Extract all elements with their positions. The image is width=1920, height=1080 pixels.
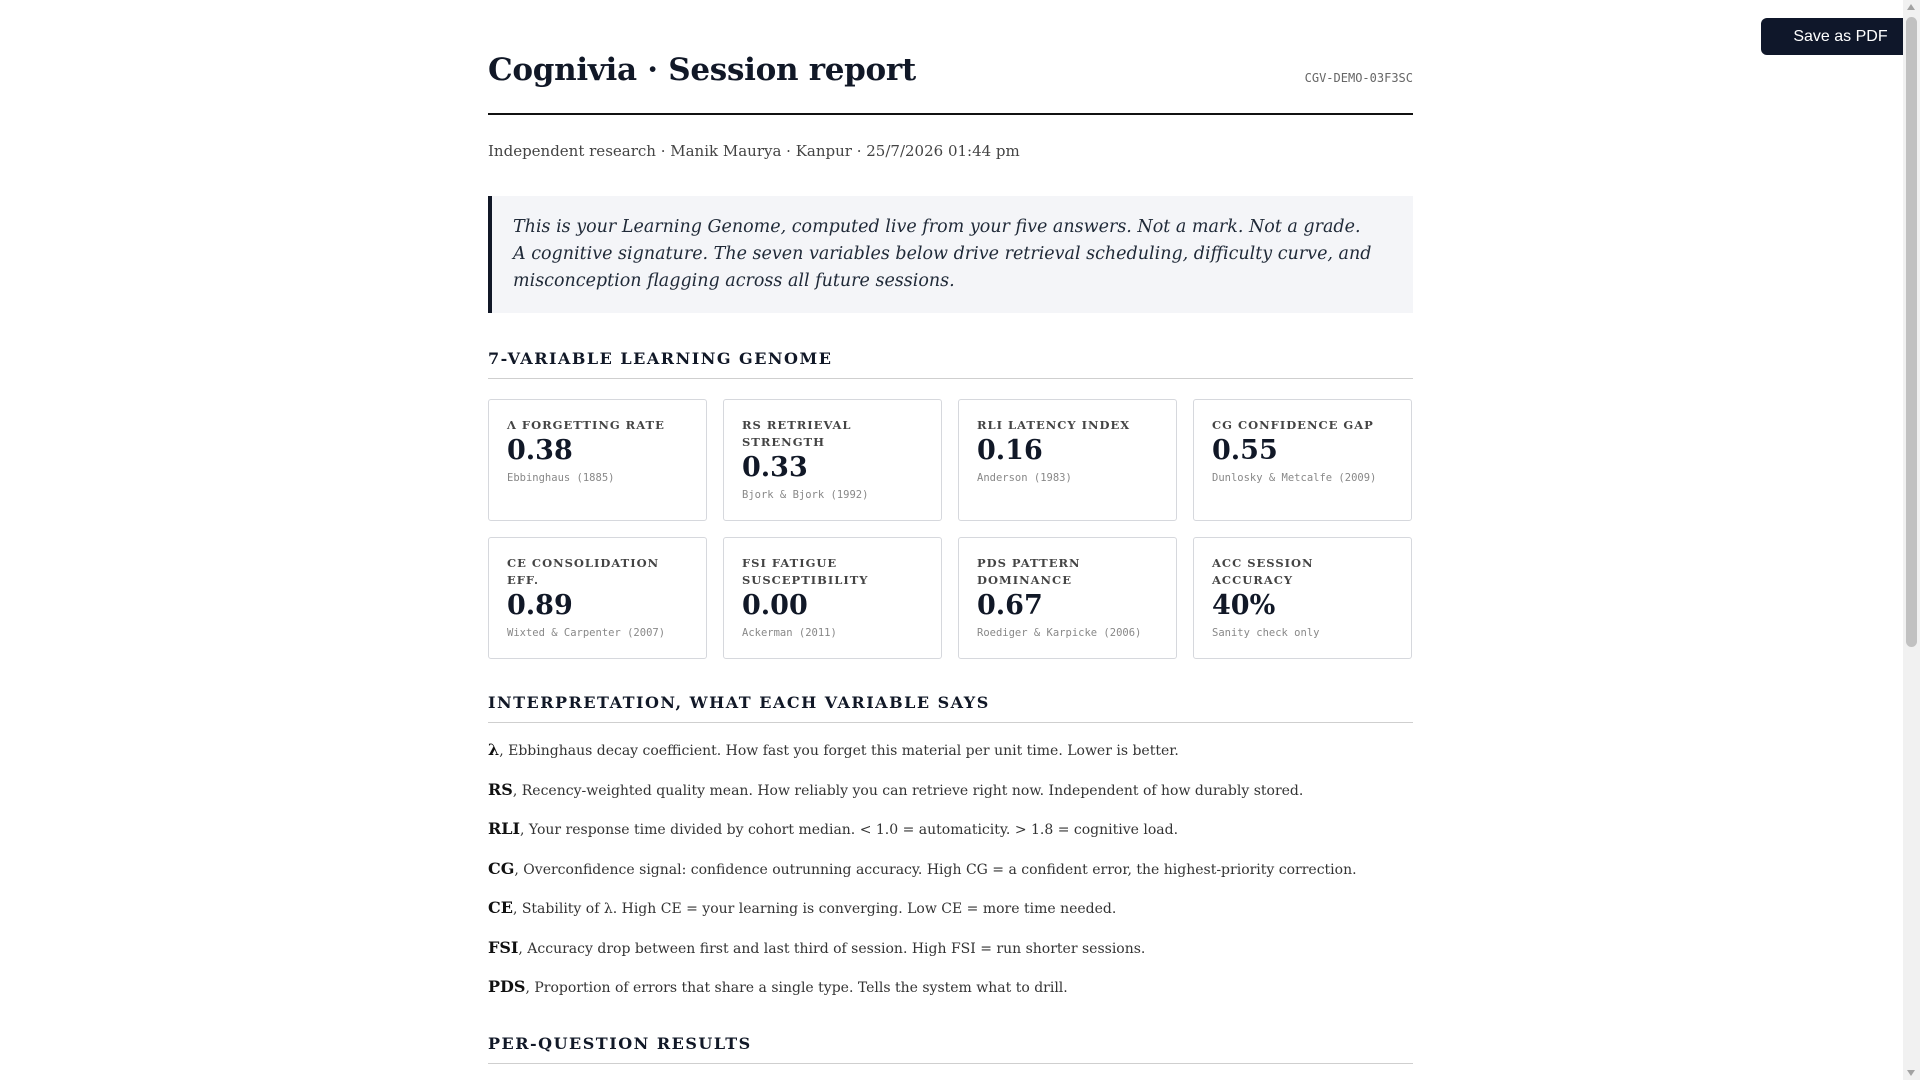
interpretation-section-title: INTERPRETATION, WHAT EACH VARIABLE SAYS (488, 693, 1413, 723)
variable-description: , Proportion of errors that share a single type. Tells the system what to drill. (525, 980, 1068, 996)
card-citation: Ackerman (2011) (742, 627, 837, 639)
intro-quote: This is your Learning Genome, computed live from your five answers. Not a mark. Not a grade. A cognitive signature. The seven variables below drive retrieval scheduling, difficulty curve, and misconception flagging across all future sessions. (488, 196, 1413, 313)
card-label: RS RETRIEVAL STRENGTH (742, 418, 852, 449)
per-question-section-title: PER-QUESTION RESULTS (488, 1034, 1413, 1064)
card-value: 0.67 (977, 590, 1043, 621)
card-citation: Ebbinghaus (1885) (507, 472, 615, 484)
interpretation-list (488, 741, 1413, 1018)
interpretation-item (488, 860, 1413, 900)
variable-abbr: CG (488, 858, 515, 878)
variable-abbr: λ (488, 740, 500, 759)
card-label: CE CONSOLIDATION EFF. (507, 556, 660, 587)
variable-abbr: CE (488, 898, 513, 917)
genome-card (488, 537, 707, 659)
variable-description: , Stability of λ. High CE = your learning is converging. Low CE = more time needed. (512, 901, 1117, 917)
card-value: 0.38 (507, 435, 573, 466)
card-label: Λ FORGETTING RATE (507, 418, 665, 432)
genome-section-title: 7-VARIABLE LEARNING GENOME (488, 349, 1413, 379)
interpretation-item (488, 781, 1413, 821)
card-citation: Anderson (1983) (977, 472, 1072, 484)
variable-description: , Overconfidence signal: confidence outrunning accuracy. High CG = a confident error, the highest-priority correction. (514, 861, 1357, 878)
card-label: CG CONFIDENCE GAP (1212, 418, 1374, 432)
card-citation: Sanity check only (1212, 627, 1320, 639)
card-value: 0.89 (507, 590, 573, 621)
variable-description: , Recency-weighted quality mean. How reliably you can retrieve right now. Independent of how durably stored. (512, 782, 1304, 799)
variable-abbr: RLI (488, 819, 521, 838)
card-label: FSI FATIGUE SUSCEPTIBILITY (742, 556, 869, 587)
variable-description: , Accuracy drop between first and last third of session. High FSI = run shorter sessions. (518, 940, 1146, 957)
card-label: PDS PATTERN DOMINANCE (977, 556, 1081, 587)
interpretation-item (488, 820, 1413, 860)
card-value: 0.33 (742, 452, 808, 483)
vertical-scrollbar[interactable] (1903, 0, 1920, 1080)
card-label: ACC SESSION ACCURACY (1212, 556, 1314, 587)
genome-card (723, 537, 942, 659)
interpretation-item (488, 741, 1413, 781)
genome-card (723, 399, 942, 521)
genome-card (488, 399, 707, 521)
genome-card (1193, 399, 1412, 521)
variable-abbr: PDS (488, 977, 526, 996)
genome-card (958, 537, 1177, 659)
card-citation: Wixted & Carpenter (2007) (507, 627, 666, 639)
report-meta: Independent research · Manik Maurya · Kanpur · 25/7/2026 01:44 pm (488, 142, 1020, 160)
report-page (488, 0, 1413, 1064)
report-id: CGV-DEMO-03F3SC (1304, 71, 1413, 85)
page-title: Cognivia · Session report (488, 52, 916, 88)
save-as-pdf-button[interactable]: Save as PDF (1761, 18, 1920, 55)
genome-card (1193, 537, 1412, 659)
card-value: 40% (1212, 590, 1276, 621)
card-value: 0.16 (977, 435, 1043, 466)
variable-abbr: FSI (488, 937, 519, 957)
card-citation: Roediger & Karpicke (2006) (977, 627, 1142, 639)
card-citation: Bjork & Bjork (1992) (742, 489, 869, 501)
variable-description: , Your response time divided by cohort median. < 1.0 = automaticity. > 1.8 = cognitive load. (520, 822, 1179, 838)
card-value: 0.00 (742, 590, 808, 621)
genome-card (958, 399, 1177, 521)
card-label: RLI LATENCY INDEX (977, 418, 1131, 432)
variable-description: , Ebbinghaus decay coefficient. How fast you forget this material per unit time. Lower is better. (499, 743, 1179, 759)
card-value: 0.55 (1212, 435, 1278, 466)
variable-abbr: RS (488, 779, 513, 799)
card-citation: Dunlosky & Metcalfe (2009) (1212, 472, 1377, 484)
interpretation-item (488, 939, 1413, 979)
interpretation-item (488, 899, 1413, 939)
scroll-down-arrow-icon[interactable] (1907, 1070, 1915, 1076)
scroll-up-arrow-icon[interactable] (1907, 4, 1915, 10)
interpretation-item (488, 978, 1413, 1018)
scrollbar-thumb[interactable] (1906, 17, 1917, 647)
genome-grid (488, 399, 1413, 659)
report-header (488, 0, 1413, 115)
